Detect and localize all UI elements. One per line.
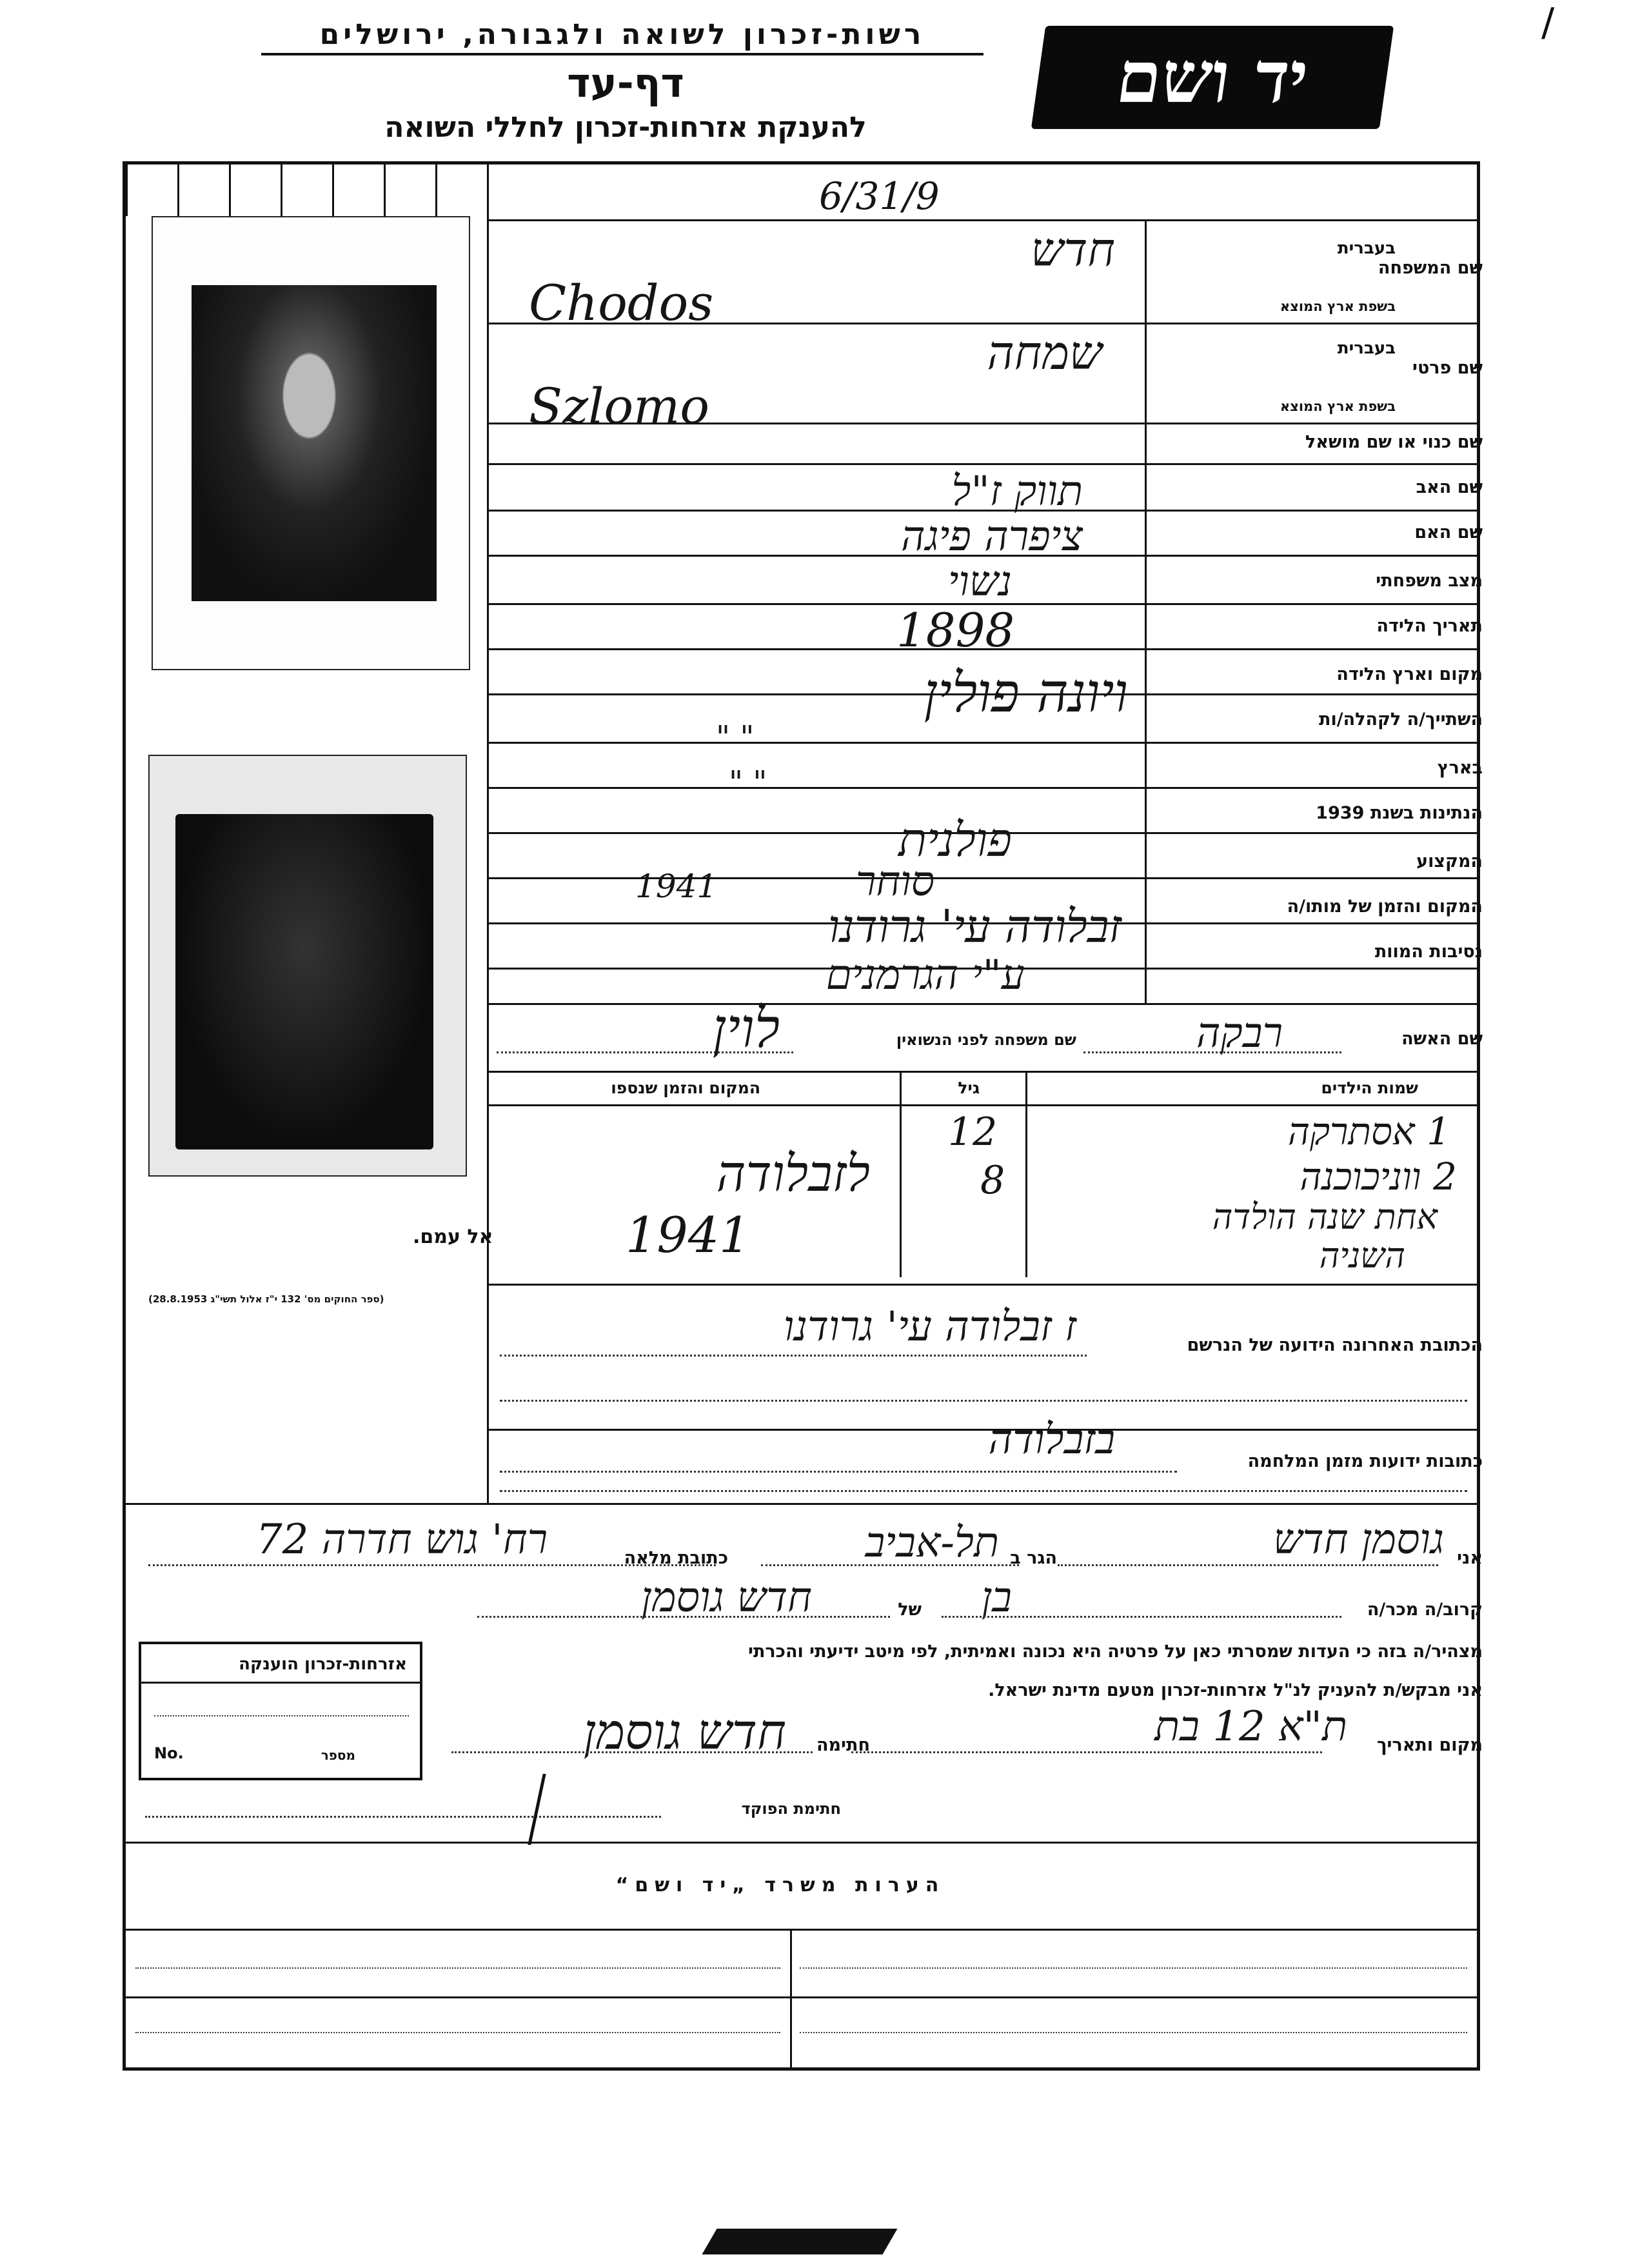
- label-occupation: המקצוע: [1416, 851, 1483, 871]
- label-officer-signature: חתימת הפוקד: [741, 1800, 841, 1818]
- declarant-relation: בן: [981, 1574, 1012, 1622]
- value-family-origin: Chodos: [529, 274, 714, 332]
- label-citizenship: הנתינות בשנת 1939: [1316, 803, 1483, 823]
- label-wife: שם האשה: [1401, 1029, 1483, 1049]
- left-column-fragment: אל עמם.: [413, 1226, 493, 1248]
- row-rule: [487, 1071, 1479, 1073]
- value-maiden-name: לוין: [712, 997, 780, 1060]
- label-marital: מצב משפחתי: [1376, 571, 1483, 591]
- children-place: לזבלודה: [716, 1145, 870, 1203]
- citizenship-stamp-box: [139, 1642, 422, 1780]
- declaration-line-1: מצהיר/ה בזה כי העדות שמסרתי כאן על פרטיה היא נכונה ואמיתית, לפי מיטב ידיעתי והכרתי: [748, 1642, 1483, 1662]
- wartime-line-2: [500, 1490, 1467, 1492]
- children-header-place: המקום והזמן שנספו: [611, 1079, 760, 1097]
- declarant-place-date: ת"א 12 בת: [1154, 1703, 1347, 1751]
- value-last-address: ז זבלודה עי' גרודנו: [783, 1303, 1076, 1351]
- row-rule: [487, 742, 1479, 744]
- children-header-age: גיל: [958, 1079, 980, 1097]
- child-name: 1 אסתרקה: [1287, 1109, 1450, 1153]
- label-i: אני: [1457, 1548, 1483, 1568]
- authority-header: רשות-זכרון לשואה ולגבורה, ירושלים: [319, 18, 925, 51]
- notes-divider: [790, 1929, 792, 2071]
- value-first-origin: Szlomo: [529, 377, 709, 435]
- children-header-names: שמות הילדים: [1321, 1079, 1418, 1097]
- law-citation: (ספר החוקים מס' 132 י"ז אלול תשי"ג 28.8.1953): [148, 1293, 384, 1305]
- row-rule: [487, 463, 1479, 465]
- row-rule: [487, 1429, 1479, 1431]
- place-date-line: [851, 1751, 1322, 1753]
- label-birth-date: תאריך הלידה: [1376, 616, 1483, 636]
- child-name: אחת שנה הולדה: [1212, 1197, 1438, 1237]
- declarant-name-line: [1058, 1564, 1438, 1566]
- declarant-address-line: [148, 1564, 716, 1566]
- label-of: של: [898, 1600, 922, 1620]
- stamp-number-label-latin: No.: [154, 1744, 184, 1762]
- row-rule: [487, 219, 1479, 221]
- portrait-photo: [152, 216, 470, 670]
- office-notes-title: הערות משרד „יד ושם“: [615, 1874, 945, 1896]
- declarant-signature: חדש גוסמן: [583, 1703, 786, 1760]
- second-photo: [148, 755, 467, 1177]
- last-address-line: [500, 1355, 1087, 1357]
- notes-line: [800, 2032, 1467, 2033]
- label-mother: שם האם: [1414, 522, 1483, 542]
- age-col-right: [1025, 1071, 1027, 1277]
- label-first-origin: בשפת ארץ המוצא: [1280, 399, 1396, 414]
- label-birth-place: מקום וארץ הלידה: [1336, 664, 1483, 684]
- value-community: " ": [716, 719, 755, 755]
- value-family-hebrew: חדש: [1031, 223, 1115, 277]
- declarant-city: תל-אביב: [865, 1519, 999, 1567]
- form-title: דף-עד: [567, 59, 684, 106]
- notes-line: [135, 2032, 780, 2033]
- header-underline: [261, 53, 984, 55]
- child-name: השניה: [1319, 1235, 1405, 1276]
- declarant-address: רח' גוש חדרה 72: [255, 1516, 548, 1564]
- child-name: 2 ווניכוכנה: [1300, 1155, 1457, 1199]
- children-year: 1941: [626, 1206, 751, 1264]
- value-death-year: 1941: [635, 868, 718, 905]
- label-father: שם האב: [1416, 477, 1483, 497]
- child-age: 8: [980, 1158, 1005, 1203]
- value-marital: נשוי: [947, 558, 1012, 606]
- corner-mark: /: [1541, 0, 1555, 45]
- stamp-number-label: מספר: [321, 1747, 355, 1763]
- label-first-hebrew: בעברית: [1337, 339, 1396, 358]
- value-first-hebrew: שמחה: [987, 326, 1102, 380]
- signature-line: [451, 1751, 813, 1753]
- value-birth-place: ויונה פולין: [924, 661, 1128, 724]
- row-rule: [487, 787, 1479, 789]
- notes-rule: [126, 1929, 1479, 1931]
- value-mother: ציפרה פיגה: [900, 513, 1083, 561]
- section-rule: [126, 1842, 1479, 1844]
- value-occupation: סוחר: [855, 858, 934, 906]
- value-death-circumstances: ע"י הגרמנים: [825, 951, 1025, 999]
- label-place-date: מקום ותאריך: [1376, 1735, 1483, 1755]
- label-last-address: הכתובת האחרונה הידועה של הנרשם: [1187, 1335, 1483, 1355]
- label-family-name: שם המשפחה: [1378, 258, 1483, 278]
- label-resides: הגר ב: [1010, 1548, 1057, 1568]
- label-full-address: כתובת מלאה: [624, 1548, 728, 1568]
- of-name-line: [477, 1616, 890, 1618]
- label-community: השתייך/ה לקהלה/ות: [1319, 710, 1483, 730]
- declarant-of-name: חדש גוסמן: [641, 1574, 812, 1622]
- row-rule: [487, 1003, 1479, 1005]
- notes-line: [800, 1967, 1467, 1969]
- label-first-name: שם פרטי: [1412, 358, 1483, 378]
- label-nickname: שם כנוי או שם מושאל: [1305, 432, 1483, 452]
- declarant-city-line: [761, 1564, 1019, 1566]
- second-photo-image: [175, 814, 433, 1149]
- tick-strip: [126, 164, 487, 216]
- stamp-rule: [141, 1682, 420, 1684]
- value-father: תווק ז"ל: [951, 468, 1083, 515]
- label-relation: קרוב/ה מכר/ה: [1367, 1600, 1483, 1620]
- value-death-place: זבלודה עי' גרודנו: [828, 900, 1122, 953]
- label-signature: חתימה: [816, 1735, 870, 1755]
- notes-line: [135, 1967, 780, 1969]
- label-country: בארץ: [1437, 758, 1483, 778]
- stamp-title: אזרחות-זכרון הוענקה: [239, 1655, 407, 1674]
- value-wife: רבקה: [1196, 1010, 1283, 1057]
- scan-artifact: [702, 2229, 897, 2254]
- wartime-line: [500, 1471, 1177, 1473]
- officer-line: [145, 1816, 661, 1818]
- label-wartime-addresses: כתובות ידועות מזמן המלחמה: [1247, 1451, 1483, 1471]
- archive-number: 6/31/9: [819, 174, 940, 218]
- last-address-line-2: [500, 1400, 1467, 1402]
- declarant-name: גוסמן חדש: [1273, 1516, 1444, 1564]
- value-wartime-addresses: בזבלודה: [988, 1416, 1115, 1464]
- label-family-origin: בשפת ארץ המוצא: [1280, 299, 1396, 314]
- value-country: " ": [729, 764, 767, 801]
- relation-line: [942, 1616, 1341, 1618]
- stamp-dots: [154, 1715, 409, 1716]
- child-age: 12: [948, 1109, 998, 1155]
- section-rule: [126, 1503, 1479, 1505]
- declaration-line-2: אני מבקש/ת להעניק לנ"ל אזרחות-זכרון מטעם מדינת ישראל.: [988, 1680, 1483, 1700]
- portrait-image: [192, 285, 437, 601]
- yad-vashem-logo: יד ושם: [1031, 26, 1394, 129]
- row-rule: [487, 1284, 1479, 1286]
- value-citizenship: פולנית: [898, 813, 1012, 867]
- form-subtitle: להענקת אזרחות-זכרון לחללי השואה: [384, 111, 867, 144]
- age-col-left: [900, 1071, 902, 1277]
- label-family-hebrew: בעברית: [1337, 239, 1396, 258]
- label-maiden-name: שם משפחה לפני הנשואין: [896, 1031, 1076, 1049]
- label-column-divider: [1145, 219, 1147, 1003]
- row-rule: [487, 1104, 1479, 1106]
- label-death-place: המקום והזמן של מותו/ה: [1287, 897, 1483, 917]
- notes-rule: [126, 1996, 1479, 1998]
- value-birth-date: 1898: [896, 603, 1015, 657]
- label-death-circumstances: נסיבות המוות: [1374, 942, 1483, 962]
